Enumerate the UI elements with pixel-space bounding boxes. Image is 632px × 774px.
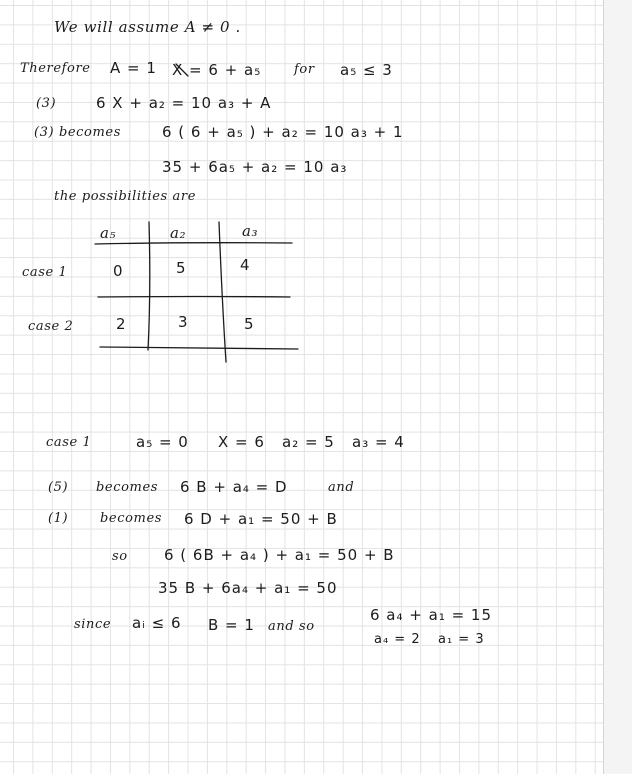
table-cell: 5 <box>176 259 187 277</box>
table-column-divider-2 <box>219 222 226 362</box>
result-a4: a₄ = 2 <box>374 632 421 647</box>
eq5-label: (5) <box>48 480 69 495</box>
eq5: 6 B + a₄ = D <box>180 478 288 496</box>
b-value: B = 1 <box>208 616 255 634</box>
case1-a3: a₃ = 4 <box>352 433 405 451</box>
since-label: since <box>74 617 112 632</box>
case1-label: case 1 <box>46 435 92 450</box>
table-row-rule <box>98 297 290 298</box>
and-so: and so <box>268 619 315 634</box>
case1-x: X = 6 <box>218 433 265 451</box>
case1-a2: a₂ = 5 <box>282 433 335 451</box>
eq3-label: (3) <box>36 96 57 111</box>
table-cell: 3 <box>178 313 189 331</box>
possibilities-label: the possibilities are <box>54 189 197 204</box>
for-label: for <box>294 62 315 77</box>
table-row-label-case-1: case 1 <box>22 265 68 280</box>
a-value: A = 1 <box>110 59 157 77</box>
table-row-label-case-2: case 2 <box>28 319 74 334</box>
table-cell: 5 <box>244 315 255 333</box>
eq5-and: and <box>328 480 355 495</box>
eq1-becomes: becomes <box>100 511 163 526</box>
so-label: so <box>112 549 128 564</box>
eq3-becomes-label: (3) becomes <box>34 125 121 140</box>
x-expression: X = 6 + a₅ <box>172 61 262 79</box>
eq1: 6 D + a₁ = 50 + B <box>184 510 338 528</box>
eq3: 6 X + a₂ = 10 a₃ + A <box>96 94 272 112</box>
table-cell: 0 <box>113 262 124 280</box>
eq3-simplified: 35 + 6a₅ + a₂ = 10 a₃ <box>162 158 348 176</box>
table-header-a3: a₃ <box>242 222 259 240</box>
assumption-line: We will assume A ≠ 0 . <box>54 18 241 36</box>
table-cell: 2 <box>116 315 127 333</box>
eq3-substituted: 6 ( 6 + a₅ ) + a₂ = 10 a₃ + 1 <box>162 123 404 141</box>
table-bottom-rule <box>100 347 298 349</box>
so-simplified: 35 B + 6a₄ + a₁ = 50 <box>158 579 338 597</box>
scroll-margin <box>603 0 632 774</box>
result-a1: a₁ = 3 <box>438 632 485 647</box>
eq1-label: (1) <box>48 511 69 526</box>
table-cell: 4 <box>240 256 251 274</box>
eq5-becomes: becomes <box>96 480 159 495</box>
table-header-a2: a₂ <box>170 224 187 242</box>
table-column-divider-1 <box>148 222 150 350</box>
table-header-rule <box>95 243 292 244</box>
table-header-a5: a₅ <box>100 224 117 242</box>
case1-a5: a₅ = 0 <box>136 433 189 451</box>
a5-condition: a₅ ≤ 3 <box>340 61 393 79</box>
therefore-label: Therefore <box>20 61 91 76</box>
since-condition: aᵢ ≤ 6 <box>132 614 182 632</box>
so-equation: 6 ( 6B + a₄ ) + a₁ = 50 + B <box>164 546 395 564</box>
result-equation: 6 a₄ + a₁ = 15 <box>370 606 493 624</box>
